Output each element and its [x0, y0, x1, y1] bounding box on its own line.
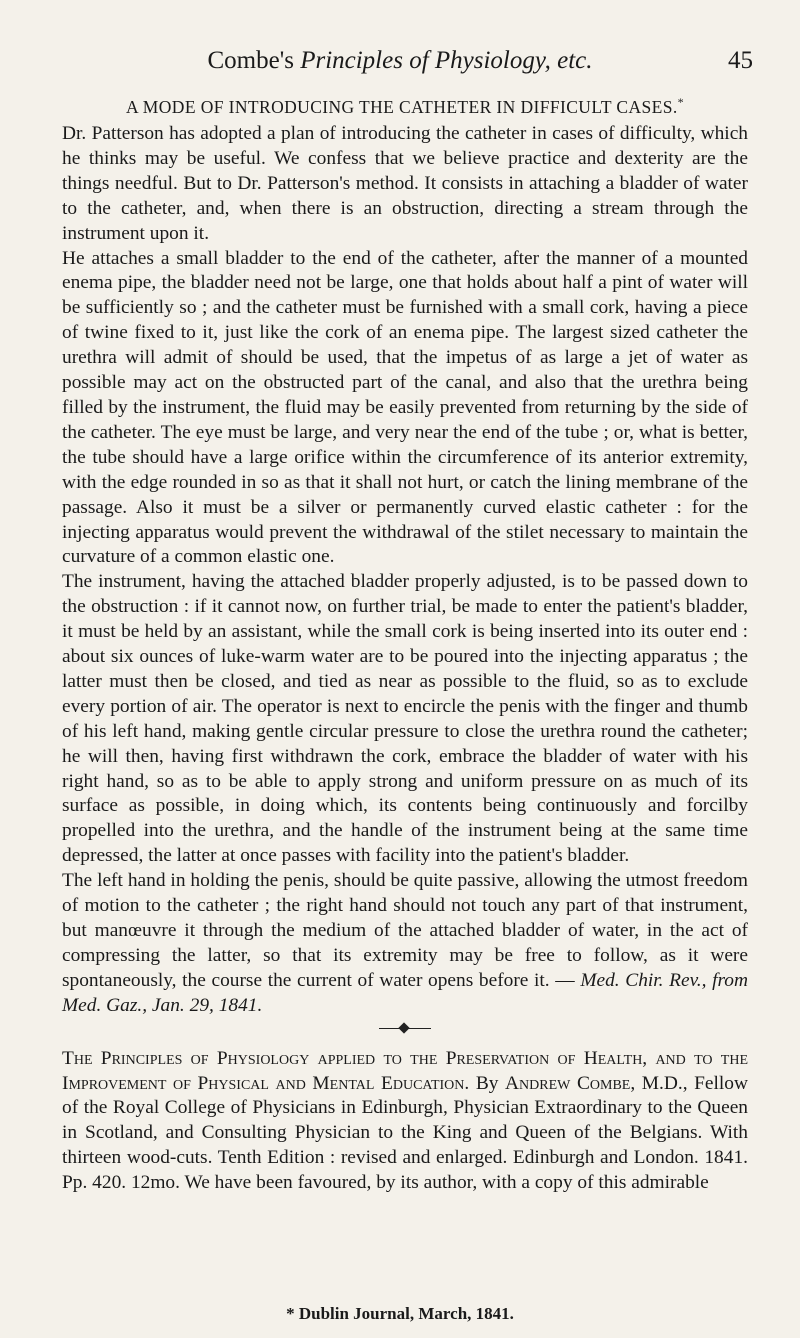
page-body [62, 96, 748, 1196]
section-divider [379, 1025, 431, 1033]
running-title-italic: Principles of Physiology, [300, 47, 551, 74]
review-continuation: We have been favoured, by its author, with a copy of this admirable [184, 1172, 709, 1194]
running-head [0, 44, 800, 78]
article-citation: Med. Chir. Rev., from Med. Gaz., Jan. 29, 1841. [62, 969, 748, 1016]
footnote-marker: * [677, 95, 685, 110]
footnote: * Dublin Journal, March, 1841. [286, 1304, 514, 1323]
running-title: Combe's Principles of Physiology, etc. [207, 47, 593, 74]
review-details: M.D., Fellow of the Royal College of Physicians in Edinburgh, Physician Extraordinary to the Queen in Scotland, and Consulting Physician to the King and Queen of the Belgians. With thirteen wood-cuts. Tenth Edition : revised and enlarged. Edinburgh and London. 1841. Pp. 420. 12mo. [62, 1072, 748, 1194]
review-title: The Principles of Physiology applied to the Preservation of Health, and to the Improvement of Physical and Mental Education. [62, 1047, 748, 1094]
article-paragraph-3: The instrument, having the attached bladder properly adjusted, is to be passed down to the obstruction : if it cannot now, on further trial, be made to enter the patient's bladder, it must be held by an assistant, while the small cork is being inserted into its outer end : about six ounces of luke-warm water are to be poured into the injecting apparatus ; the latter must then be closed, and tied as near as possible to the fluid, so as to exclude every portion of air. The operator is next to encircle the penis with the finger and thumb of his left hand, making gentle circular pressure to close the urethra round the catheter; he will then, having first withdrawn the cork, embrace the bladder of water with his right hand, so as to be able to apply strong and uniform pressure on as much of its surface as possible, in doing which, its contents being continuously and forcilby propelled into the urethra, and the handle of the instrument being at the same time depressed, the latter at once passes with facility into the patient's bladder. [62, 571, 748, 867]
review-author: Andrew Combe, [505, 1072, 636, 1094]
article-paragraph-4: The left hand in holding the penis, should be quite passive, allowing the utmost freedom of motion to the catheter ; the right hand should not touch any part of that instrument, but manœuvre it through the medium of the attached bladder of water, in the act of compressing the latter, so that its extremity may be free to follow, as it were spontaneously, the course the current of water opens before it. — Med. Chir. Rev., from Med. Gaz., Jan. 29, 1841. [62, 870, 748, 1016]
review-paragraph: The Principles of Physiology applied to the Preservation of Health, and to the Improvement of Physical and Mental Education. By Andrew Combe, M.D., Fellow of the Royal College of Physicians in Edinburgh, Physician Extraordinary to the Queen in Scotland, and Consulting Physician to the King and Queen of the Belgians. With thirteen wood-cuts. Tenth Edition : revised and enlarged. Edinburgh and London. 1841. Pp. 420. 12mo. We have been favoured, by its author, with a copy of this admirable [62, 1047, 748, 1194]
running-title-suffix: etc. [557, 47, 593, 74]
article-heading: A MODE OF INTRODUCING THE CATHETER IN DIFFICULT CASES.* [125, 95, 685, 117]
article-paragraph-2: He attaches a small bladder to the end of the catheter, after the manner of a mounted enema pipe, the bladder need not be large, one that holds about half a pint of water will be sufficiently so ; and the catheter must be furnished with a small cork, having a piece of twine fixed to it, just like the cork of an enema pipe. The largest sized catheter the urethra will admit of should be used, that the impetus of as large a jet of water as possible may act on the obstructed part of the canal, and also that the urethra being filled by the instrument, the fluid may be easily prevented from returning by the side of the catheter. The eye must be large, and very near the end of the tube ; or, what is better, the tube should have a large orifice within the circumference of its anterior extremity, with the edge rounded in so as that it shall not hurt, or catch the lining membrane of the passage. Also it must be a silver or permanently curved elastic catheter : for the injecting apparatus would prevent the withdrawal of the stilet necessary to maintain the curvature of a common elastic one. [62, 247, 748, 568]
article-paragraph-1: Dr. Patterson has adopted a plan of introducing the catheter in cases of difficulty, which he thinks may be useful. We confess that we believe practice and dexterity are the things needful. But to Dr. Patterson's method. It consists in attaching a bladder of water to the catheter, and, when there is an obstruction, directing a stream through the instrument upon it. [62, 123, 748, 244]
page-number: 45 [728, 47, 753, 74]
